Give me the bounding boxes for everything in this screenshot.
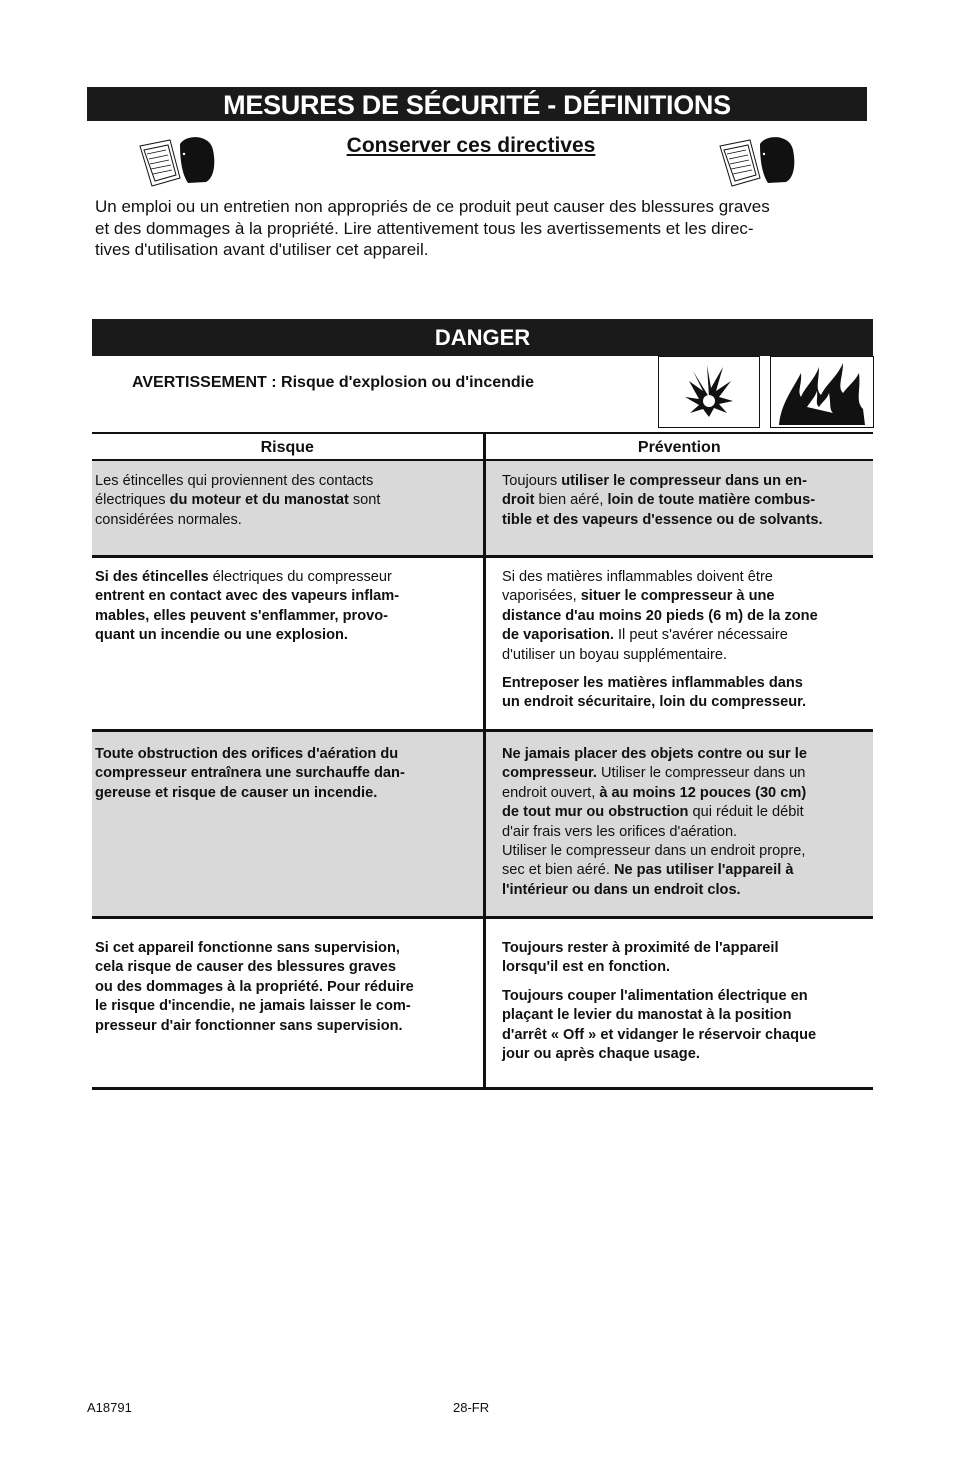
intro-paragraph: Un emploi ou un entretien non appropriés de ce produit peut causer des blessures graves et des dommages à la propriété. Lire attentivement tous les avertissements et les direc- tives d'utilisation avant d'utiliser cet appareil. bbox=[95, 197, 770, 259]
explosion-icon bbox=[659, 357, 759, 427]
risk-cell: Si cet appareil fonctionne sans supervision, cela risque de causer des blessures graves ou des dommages à la propriété. Pour réduire le risque d'incendie, ne jamais laisser le com- presseur d'air fonctionner sans supervision. bbox=[95, 940, 414, 1034]
header-prevention: Prévention bbox=[483, 434, 874, 459]
table-row bbox=[92, 461, 873, 558]
table-row bbox=[92, 919, 873, 1090]
risk-cell: Les étincelles qui proviennent des contacts électriques du moteur et du manostat sont considérées normales. bbox=[92, 461, 483, 555]
document-code: A18791 bbox=[87, 1400, 132, 1415]
table-header bbox=[92, 434, 873, 461]
page-number: 28-FR bbox=[453, 1400, 490, 1415]
prevention-cell: Si des matières inflammables doivent être vaporisées, situer le compresseur à une distance d'au moins 20 pieds (6 m) de la zone de vaporisation. Il peut s'avérer nécessaire d'utiliser un boyau supplémentaire. Entreposer les matières inflammables dans un endroit sécuritaire, loin du compresseur. bbox=[483, 558, 873, 729]
page-title: MESURES DE SÉCURITÉ - DÉFINITIONS bbox=[87, 87, 867, 121]
explosion-pictogram bbox=[658, 356, 760, 428]
risk-cell: Si des étincelles électriques du compresseur entrent en contact avec des vapeurs inflam- mables, elles peuvent s'enflammer, provo- quant un incendie ou une explosion. bbox=[95, 569, 400, 644]
danger-header: DANGER bbox=[92, 319, 873, 356]
prevention-cell: Ne jamais placer des objets contre ou sur le compresseur. Utiliser le compresseur dans un endroit ouvert, à au moins 12 pouces (30 cm) de tout mur ou obstruction qui réduit le débit d'air frais vers les orifices d'aération. Utiliser le compresseur dans un endroit propre, sec et bien aéré. Ne pas utiliser l'appareil à l'intérieur ou dans un endroit clos. bbox=[483, 732, 873, 916]
risk-prevention-table bbox=[92, 432, 873, 1090]
fire-pictogram bbox=[770, 356, 874, 428]
table-row bbox=[92, 558, 873, 732]
table-row bbox=[92, 732, 873, 919]
header-risk: Risque bbox=[260, 439, 314, 456]
prevention-cell: Toujours utiliser le compresseur dans un en- droit bien aéré, loin de toute matière combus- tible et des vapeurs d'essence ou de solvants. bbox=[483, 461, 873, 555]
section-subtitle: Conserver ces directives bbox=[346, 134, 596, 157]
warning-text: AVERTISSEMENT : Risque d'explosion ou d'incendie bbox=[132, 374, 535, 391]
risk-cell: Toute obstruction des orifices d'aération du compresseur entraînera une surchauffe dan- gereuse et risque de causer un incendie. bbox=[92, 732, 483, 916]
fire-icon bbox=[771, 357, 873, 427]
prevention-cell: Toujours rester à proximité de l'appareil lorsqu'il est en fonction. Toujours couper l'alimentation électrique en plaçant le levier du manostat à la position d'arrêt « Off » et vidanger le réservoir chaque jour ou après chaque usage. bbox=[483, 919, 873, 1087]
